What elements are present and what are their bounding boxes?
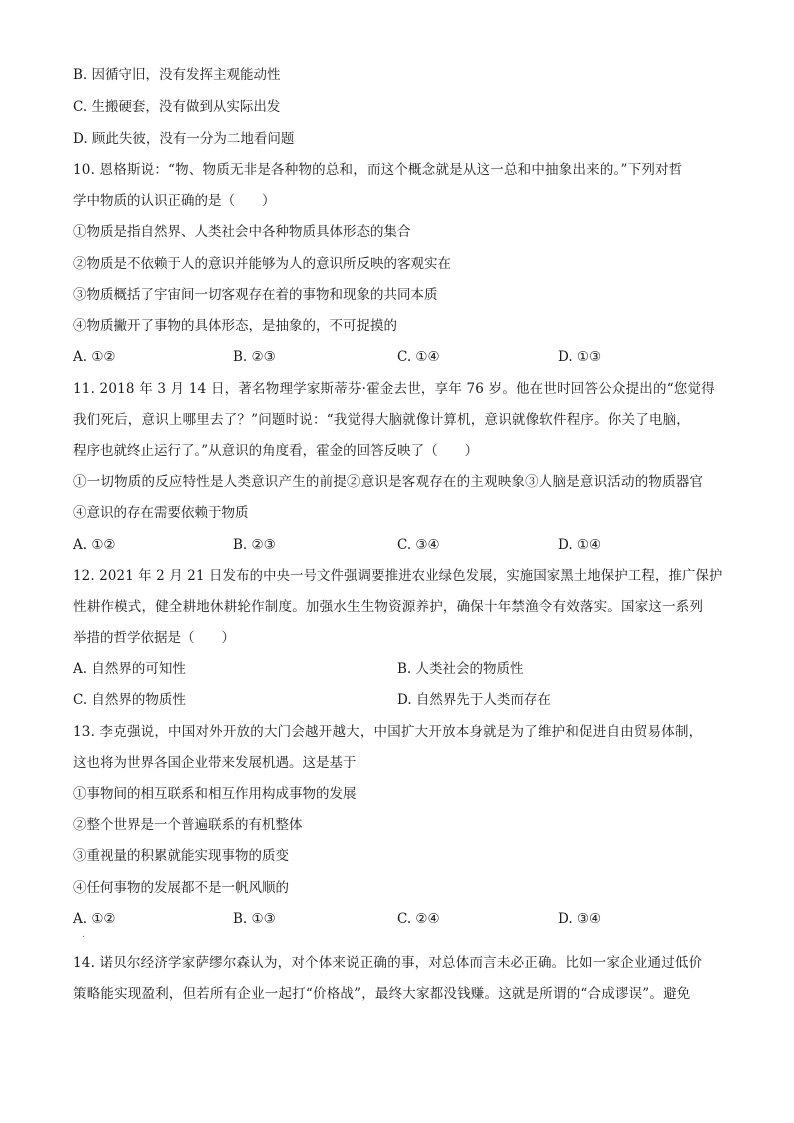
q11-options — [73, 535, 723, 555]
q11-stem-line2: 我们死后，意识上哪里去了？”问题时说：“我觉得大脑就像计算机，意识就像软件程序。你关了电脑， — [73, 412, 691, 428]
q11-stem-line1: 11. 2018 年 3 月 14 日，著名物理学家斯蒂芬·霍金去世，享年 76 岁。他在世时回答公众提出的“您觉得 — [73, 381, 715, 397]
q13-item-4: ④任何事物的发展都不是一帆风顺的 — [73, 880, 289, 896]
q13-option-a: A. ①② — [73, 911, 116, 927]
q13-item-1: ①事物间的相互联系和相互作用构成事物的发展 — [73, 786, 357, 802]
q10-stem-line2: 学中物质的认识正确的是（ ） — [73, 193, 276, 209]
q12-option-c: C. 自然界的物质性 — [73, 692, 186, 708]
q10-option-d: D. ①③ — [558, 349, 602, 365]
q10-option-c: C. ①④ — [397, 349, 440, 365]
q10-stem-line1: 10. 恩格斯说：“物、物质无非是各种物的总和，而这个概念就是从这一总和中抽象出来的。”下列对哲 — [73, 162, 683, 178]
q11-items-line2: ④意识的存在需要依赖于物质 — [73, 505, 249, 521]
q12-options-row2 — [73, 690, 723, 710]
q12-option-d: D. 自然界先于人类而存在 — [397, 692, 551, 708]
q10-options — [73, 347, 723, 367]
q9-option-d: D. 顾此失彼，没有一分为二地看问题 — [73, 131, 295, 147]
q13-option-b: B. ①③ — [233, 911, 276, 927]
q12-option-b: B. 人类社会的物质性 — [397, 661, 524, 677]
q13-item-2: ②整个世界是一个普遍联系的有机整体 — [73, 817, 303, 833]
q10-item-4: ④物质撇开了事物的具体形态，是抽象的，不可捉摸的 — [73, 318, 397, 334]
q12-stem-line1: 12. 2021 年 2 月 21 日发布的中央一号文件强调要推进农业绿色发展，实施国家黑土地保护工程，推广保护 — [73, 568, 723, 584]
q11-items-line1: ①一切物质的反应特性是人类意识产生的前提②意识是客观存在的主观映象③人脑是意识活动的物质器官 — [73, 474, 704, 490]
q13-option-c: C. ②④ — [397, 911, 440, 927]
q10-option-a: A. ①② — [73, 349, 116, 365]
q10-option-b: B. ②③ — [233, 349, 276, 365]
q10-item-1: ①物质是指自然界、人类社会中各种物质具体形态的集合 — [73, 224, 411, 240]
scan-mark: . — [82, 930, 85, 940]
q9-option-b: B. 因循守旧，没有发挥主观能动性 — [73, 67, 281, 83]
q13-stem-line2: 这也将为世界各国企业带来发展机遇。这是基于 — [73, 755, 357, 771]
q13-stem-line1: 13. 李克强说，中国对外开放的大门会越开越大，中国扩大开放本身就是为了维护和促进自由贸易体制， — [73, 724, 703, 740]
q12-option-a: A. 自然界的可知性 — [73, 661, 186, 677]
q13-option-d: D. ③④ — [558, 911, 602, 927]
q12-options-row1 — [73, 659, 723, 679]
q14-stem-line1: 14. 诺贝尔经济学家萨缪尔森认为，对个体来说正确的事，对总体而言未必正确。比如一家企业通过低价 — [73, 955, 703, 971]
q9-option-c: C. 生搬硬套，没有做到从实际出发 — [73, 99, 281, 115]
q11-option-c: C. ③④ — [397, 537, 440, 553]
q14-stem-line2: 策略能实现盈利，但若所有企业一起打“价格战”，最终大家都没钱赚。这就是所谓的“合成谬误”。避免 — [73, 986, 691, 1002]
q12-stem-line2: 性耕作模式，健全耕地休耕轮作制度。加强水生生物资源养护，确保十年禁渔令有效落实。国家这一系列 — [73, 599, 704, 615]
q13-item-3: ③重视量的积累就能实现事物的质变 — [73, 848, 289, 864]
q13-options — [73, 909, 723, 929]
q11-stem-line3: 程序也就终止运行了。”从意识的角度看，霍金的回答反映了（ ） — [73, 443, 479, 459]
q10-item-3: ③物质概括了宇宙间一切客观存在着的事物和现象的共同本质 — [73, 287, 438, 303]
q11-option-d: D. ①④ — [558, 537, 602, 553]
q11-option-a: A. ①② — [73, 537, 116, 553]
q10-item-2: ②物质是不依赖于人的意识并能够为人的意识所反映的客观实在 — [73, 256, 451, 272]
q12-stem-line3: 举措的哲学依据是（ ） — [73, 630, 235, 646]
q11-option-b: B. ②③ — [233, 537, 276, 553]
